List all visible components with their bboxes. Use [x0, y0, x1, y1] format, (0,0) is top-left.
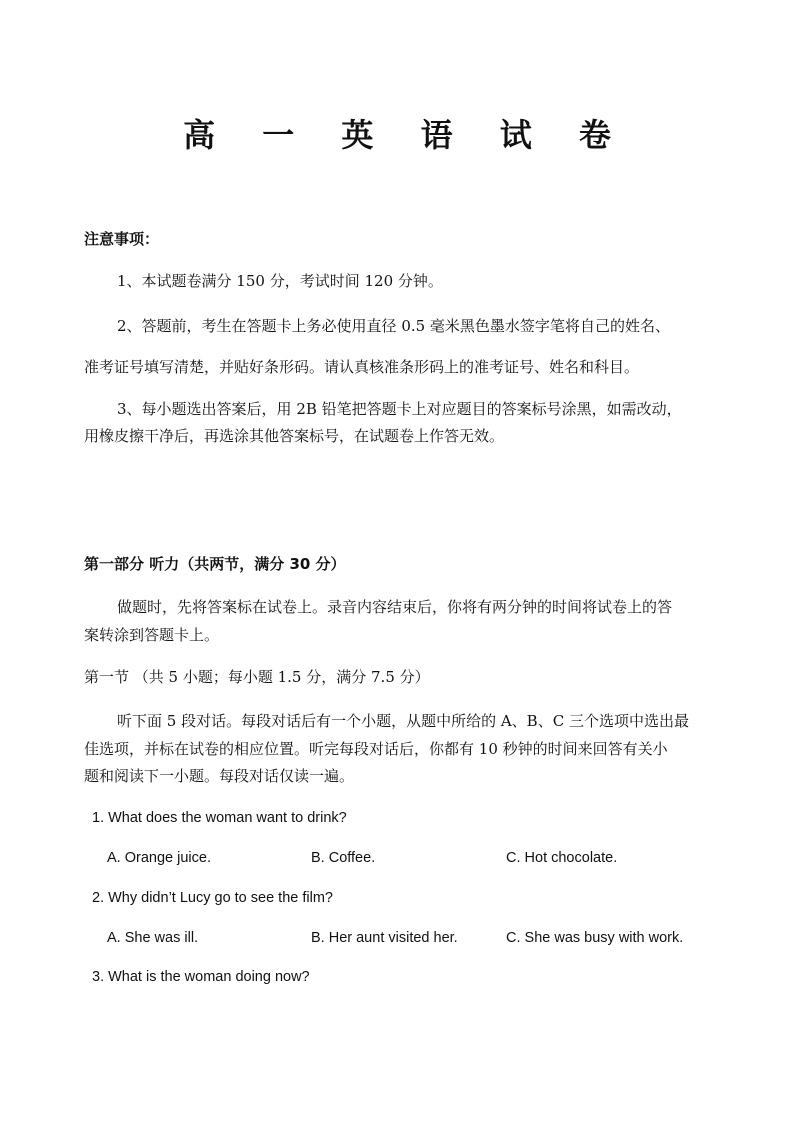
notice-heading: 注意事项： [84, 230, 160, 248]
section1-line-1: 听下面 5 段对话。每段对话后有一个小题，从题中所给的 A、B、C 三个选项中选出最 [117, 712, 689, 730]
part1-heading: 第一部分 听力（共两节，满分 30 分） [84, 555, 346, 573]
notice-item-1: 1、本试题卷满分 150 分，考试时间 120 分钟。 [117, 272, 443, 290]
question-2-stem: 2. Why didn’t Lucy go to see the film? [92, 890, 333, 906]
question-1-option-c: C. Hot chocolate. [506, 850, 618, 866]
part1-intro-line-2: 案转涂到答题卡上。 [84, 626, 220, 644]
notice-item-3-line-1: 3、每小题选出答案后，用 2B 铅笔把答题卡上对应题目的答案标号涂黑，如需改动， [117, 400, 682, 418]
question-1-option-b: B. Coffee. [311, 850, 376, 866]
question-2-option-a: A. She was ill. [107, 930, 199, 946]
question-1-stem: 1. What does the woman want to drink? [92, 810, 347, 826]
question-2-option-c: C. She was busy with work. [506, 930, 684, 946]
notice-item-2-line-2: 准考证号填写清楚，并贴好条形码。请认真核准条形码上的准考证号、姓名和科目。 [84, 358, 640, 376]
section1-line-3: 题和阅读下一小题。每段对话仅读一遍。 [84, 767, 355, 785]
section1-line-2: 佳选项，并标在试卷的相应位置。听完每段对话后，你都有 10 秒钟的时间来回答有关小 [84, 740, 668, 758]
question-1-option-a: A. Orange juice. [107, 850, 211, 866]
notice-item-3-line-2: 用橡皮擦干净后，再选涂其他答案标号，在试题卷上作答无效。 [84, 427, 505, 445]
part1-intro-line-1: 做题时，先将答案标在试卷上。录音内容结束后，你将有两分钟的时间将试卷上的答 [117, 598, 673, 616]
notice-item-2-line-1: 2、答题前，考生在答题卡上务必使用直径 0.5 毫米黑色墨水签字笔将自己的姓名、 [117, 317, 670, 335]
section1-heading: 第一节 （共 5 小题；每小题 1.5 分，满分 7.5 分） [84, 668, 430, 686]
question-2-option-b: B. Her aunt visited her. [311, 930, 458, 946]
question-3-stem: 3. What is the woman doing now? [92, 969, 310, 985]
exam-title: 高 一 英 语 试 卷 [183, 116, 629, 154]
